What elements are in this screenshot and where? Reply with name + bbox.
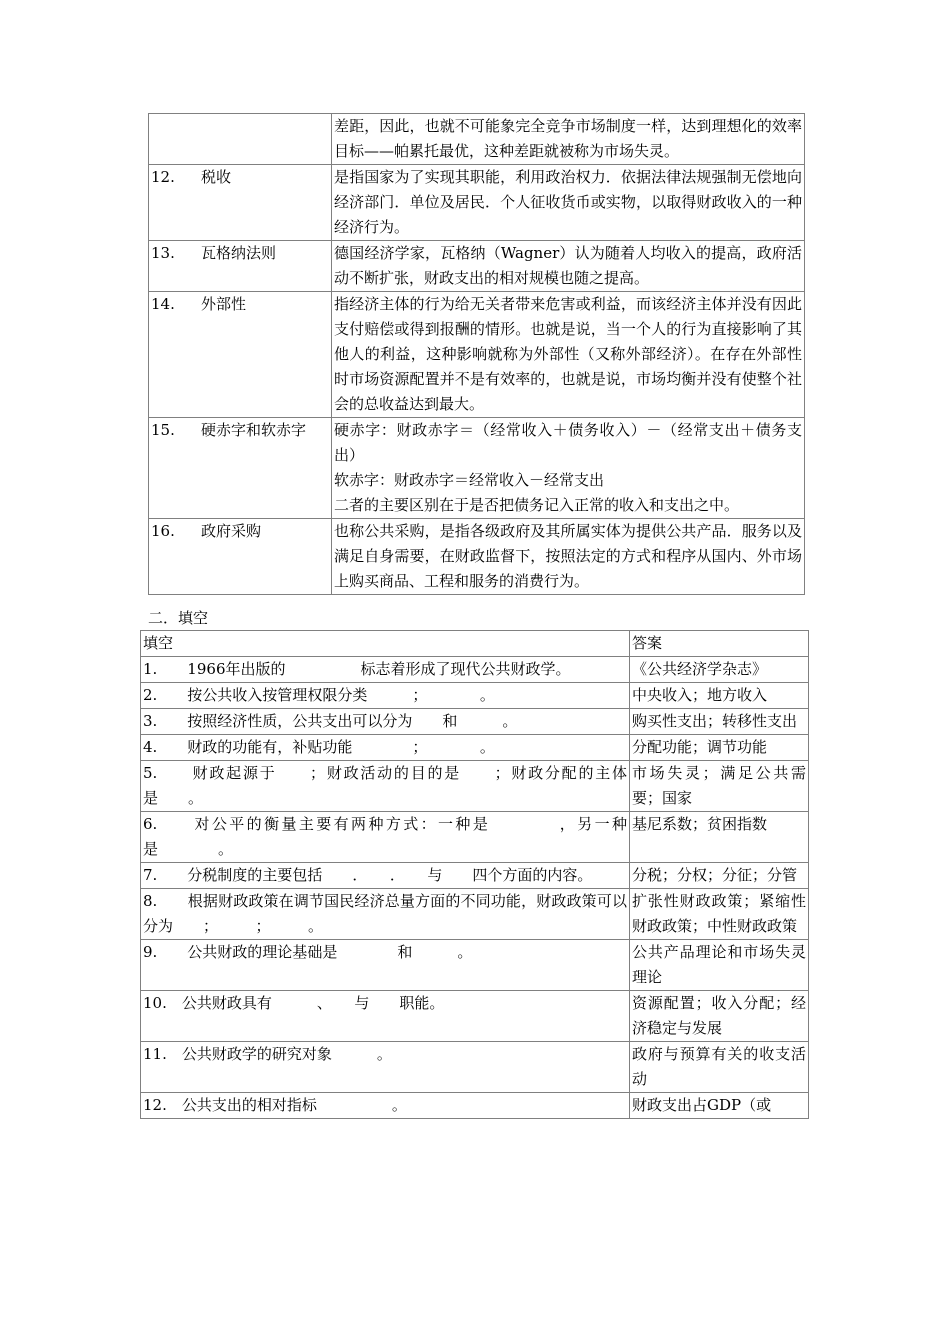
term-name: 外部性 bbox=[201, 295, 247, 313]
term-cell bbox=[149, 241, 332, 292]
definition-cell: 也称公共采购，是指各级政府及其所属实体为提供公共产品．服务以及满足自身需要，在财政监督下，按照法定的方式和程序从国内、外市场上购买商品、工程和服务的消费行为。 bbox=[332, 519, 805, 595]
question-cell: 6. 对公平的衡量主要有两种方式：一种是 ，另一种是 。 bbox=[141, 812, 630, 863]
question-header: 填空 bbox=[141, 631, 630, 657]
question-cell: 2. 按公共收入按管理权限分类 ； 。 bbox=[141, 683, 630, 709]
question-cell: 11. 公共财政学的研究对象 。 bbox=[141, 1042, 630, 1093]
definition-line: 硬赤字：财政赤字＝（经常收入＋债务收入）－（经常支出＋债务支出） bbox=[334, 421, 802, 464]
definition-cell: 德国经济学家，瓦格纳（Wagner）认为随着人均收入的提高，政府活动不断扩张，财政支出的相对规模也随之提高。 bbox=[332, 241, 805, 292]
section-heading: 二．填空 bbox=[148, 609, 209, 627]
term-name: 政府采购 bbox=[201, 522, 262, 540]
table-row bbox=[141, 761, 809, 812]
table-row bbox=[141, 1042, 809, 1093]
table-row bbox=[141, 863, 809, 889]
term-cell bbox=[149, 114, 332, 165]
definition-cell bbox=[332, 418, 805, 519]
term-name: 瓦格纳法则 bbox=[201, 244, 277, 262]
table-row bbox=[141, 683, 809, 709]
question-cell: 9. 公共财政的理论基础是 和 。 bbox=[141, 940, 630, 991]
term-cell bbox=[149, 292, 332, 418]
table-row bbox=[149, 165, 805, 241]
table-row bbox=[141, 991, 809, 1042]
table-row bbox=[149, 241, 805, 292]
table-row bbox=[141, 735, 809, 761]
term-cell bbox=[149, 165, 332, 241]
answer-cell: 分税；分权；分征；分管 bbox=[630, 863, 809, 889]
answer-cell: 财政支出占GDP（或 bbox=[630, 1093, 809, 1119]
table-row bbox=[141, 889, 809, 940]
answer-cell: 市场失灵；满足公共需要；国家 bbox=[630, 761, 809, 812]
table-row bbox=[141, 709, 809, 735]
question-cell: 1. 1966年出版的 标志着形成了现代公共财政学。 bbox=[141, 657, 630, 683]
definition-cell: 差距，因此，也就不可能象完全竞争市场制度一样，达到理想化的效率目标——帕累托最优，这种差距就被称为市场失灵。 bbox=[332, 114, 805, 165]
question-cell: 5. 财政起源于 ；财政活动的目的是 ；财政分配的主体是 。 bbox=[141, 761, 630, 812]
answer-cell: 购买性支出；转移性支出 bbox=[630, 709, 809, 735]
answer-cell: 政府与预算有关的收支活动 bbox=[630, 1042, 809, 1093]
term-number: 12. bbox=[151, 168, 175, 186]
question-cell: 12. 公共支出的相对指标 。 bbox=[141, 1093, 630, 1119]
term-number: 16. bbox=[151, 522, 175, 540]
term-name: 税收 bbox=[201, 168, 232, 186]
answer-header: 答案 bbox=[630, 631, 809, 657]
term-cell bbox=[149, 418, 332, 519]
answer-cell: 公共产品理论和市场失灵理论 bbox=[630, 940, 809, 991]
term-cell bbox=[149, 519, 332, 595]
term-name: 硬赤字和软赤字 bbox=[201, 421, 307, 439]
question-cell: 8. 根据财政政策在调节国民经济总量方面的不同功能，财政政策可以分为 ； ； 。 bbox=[141, 889, 630, 940]
answer-cell: 资源配置；收入分配；经济稳定与发展 bbox=[630, 991, 809, 1042]
table-row bbox=[141, 940, 809, 991]
table-header-row bbox=[141, 631, 809, 657]
definition-cell: 是指国家为了实现其职能，利用政治权力．依据法律法规强制无偿地向经济部门．单位及居民．个人征收货币或实物，以取得财政收入的一种经济行为。 bbox=[332, 165, 805, 241]
term-number: 13. bbox=[151, 244, 175, 262]
fill-in-table bbox=[140, 630, 809, 1119]
answer-cell: 扩张性财政政策；紧缩性财政政策；中性财政政策 bbox=[630, 889, 809, 940]
table-row bbox=[141, 657, 809, 683]
table-row bbox=[149, 418, 805, 519]
answer-cell: 基尼系数；贫困指数 bbox=[630, 812, 809, 863]
table-row bbox=[141, 812, 809, 863]
terms-table bbox=[148, 113, 805, 595]
definition-line: 软赤字：财政赤字＝经常收入－经常支出 bbox=[334, 471, 605, 489]
table-row bbox=[149, 292, 805, 418]
definition-line: 二者的主要区别在于是否把债务记入正常的收入和支出之中。 bbox=[334, 496, 740, 514]
term-number: 15. bbox=[151, 421, 175, 439]
table-row bbox=[141, 1093, 809, 1119]
table-row bbox=[149, 519, 805, 595]
question-cell: 10. 公共财政具有 、 与 职能。 bbox=[141, 991, 630, 1042]
question-cell: 4. 财政的功能有，补贴功能 ； 。 bbox=[141, 735, 630, 761]
question-cell: 3. 按照经济性质，公共支出可以分为 和 。 bbox=[141, 709, 630, 735]
term-number: 14. bbox=[151, 295, 175, 313]
table-row bbox=[149, 114, 805, 165]
question-cell: 7. 分税制度的主要包括 ． ． 与 四个方面的内容。 bbox=[141, 863, 630, 889]
answer-cell: 《公共经济学杂志》 bbox=[630, 657, 809, 683]
answer-cell: 中央收入；地方收入 bbox=[630, 683, 809, 709]
answer-cell: 分配功能；调节功能 bbox=[630, 735, 809, 761]
definition-cell: 指经济主体的行为给无关者带来危害或利益，而该经济主体并没有因此支付赔偿或得到报酬的情形。也就是说，当一个人的行为直接影响了其他人的利益，这种影响就称为外部性（又称外部经济）。在存在外部性时市场资源配置并不是有效率的，也就是说，市场均衡并没有使整个社会的总收益达到最大。 bbox=[332, 292, 805, 418]
